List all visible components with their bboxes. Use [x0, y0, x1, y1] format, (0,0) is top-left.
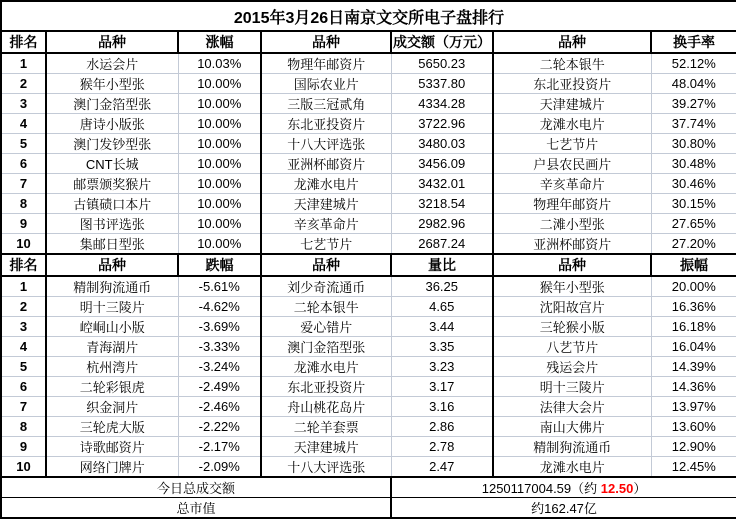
data-cell: 10.00%	[178, 194, 261, 214]
data-cell: 3.17	[391, 377, 493, 397]
data-cell: 龙滩水电片	[493, 114, 651, 134]
data-cell: 澳门金箔型张	[46, 94, 178, 114]
data-cell: 十八大评选张	[261, 134, 391, 154]
data-cell: -5.61%	[178, 276, 261, 297]
rank-cell: 6	[1, 377, 46, 397]
data-cell: 12.45%	[651, 457, 736, 478]
market-cap-label: 总市值	[1, 498, 391, 519]
data-cell: 亚洲杯邮资片	[261, 154, 391, 174]
table-row	[1, 134, 736, 154]
data-cell: 12.90%	[651, 437, 736, 457]
column-header: 振幅	[651, 254, 736, 276]
data-cell: 16.36%	[651, 297, 736, 317]
data-cell: -2.49%	[178, 377, 261, 397]
rank-cell: 5	[1, 134, 46, 154]
data-cell: 织金洞片	[46, 397, 178, 417]
column-header: 成交额（万元）	[391, 31, 493, 53]
losers-section	[1, 254, 736, 477]
data-cell: 明十三陵片	[493, 377, 651, 397]
column-header: 涨幅	[178, 31, 261, 53]
data-cell: 3480.03	[391, 134, 493, 154]
data-cell: 龙滩水电片	[493, 457, 651, 478]
column-header: 品种	[261, 254, 391, 276]
column-header: 换手率	[651, 31, 736, 53]
data-cell: 东北亚投资片	[261, 377, 391, 397]
rank-cell: 5	[1, 357, 46, 377]
data-cell: 天津建城片	[493, 94, 651, 114]
data-cell: 4334.28	[391, 94, 493, 114]
data-cell: 10.03%	[178, 53, 261, 74]
data-cell: 3.16	[391, 397, 493, 417]
data-cell: 杭州湾片	[46, 357, 178, 377]
data-cell: 网络门牌片	[46, 457, 178, 478]
data-cell: 2982.96	[391, 214, 493, 234]
data-cell: 二轮羊套票	[261, 417, 391, 437]
table-row	[1, 297, 736, 317]
data-cell: 十八大评选张	[261, 457, 391, 478]
data-cell: 2687.24	[391, 234, 493, 255]
rank-cell: 3	[1, 94, 46, 114]
data-cell: 二轮本银牛	[261, 297, 391, 317]
rank-cell: 3	[1, 317, 46, 337]
data-cell: 52.12%	[651, 53, 736, 74]
total-turnover-label: 今日总成交额	[1, 477, 391, 498]
data-cell: 3456.09	[391, 154, 493, 174]
data-cell: CNT长城	[46, 154, 178, 174]
data-cell: 2.47	[391, 457, 493, 478]
data-cell: 辛亥革命片	[261, 214, 391, 234]
data-cell: 猴年小型张	[493, 276, 651, 297]
data-cell: 10.00%	[178, 214, 261, 234]
data-cell: 二轮彩银虎	[46, 377, 178, 397]
column-header: 排名	[1, 31, 46, 53]
rank-cell: 8	[1, 417, 46, 437]
data-cell: -2.17%	[178, 437, 261, 457]
data-cell: 七艺节片	[493, 134, 651, 154]
data-cell: 14.39%	[651, 357, 736, 377]
rank-cell: 6	[1, 154, 46, 174]
data-cell: 20.00%	[651, 276, 736, 297]
data-cell: 4.65	[391, 297, 493, 317]
data-cell: 爱心错片	[261, 317, 391, 337]
rank-cell: 10	[1, 457, 46, 478]
data-cell: 刘少奇流通币	[261, 276, 391, 297]
data-cell: 13.60%	[651, 417, 736, 437]
data-cell: 30.48%	[651, 154, 736, 174]
table-row	[1, 397, 736, 417]
data-cell: 沈阳故宫片	[493, 297, 651, 317]
rank-cell: 2	[1, 74, 46, 94]
rank-cell: 9	[1, 214, 46, 234]
data-cell: 2.86	[391, 417, 493, 437]
data-cell: 27.65%	[651, 214, 736, 234]
turnover-prefix: 1250117004.59（约	[481, 481, 601, 496]
data-cell: 物理年邮资片	[493, 194, 651, 214]
table-row	[1, 317, 736, 337]
table-row	[1, 94, 736, 114]
data-cell: 东北亚投资片	[261, 114, 391, 134]
data-cell: 唐诗小版张	[46, 114, 178, 134]
data-cell: 10.00%	[178, 114, 261, 134]
data-cell: 48.04%	[651, 74, 736, 94]
column-header: 品种	[493, 254, 651, 276]
page-title: 2015年3月26日南京文交所电子盘排行	[1, 1, 736, 31]
data-cell: -3.24%	[178, 357, 261, 377]
total-turnover-value	[391, 477, 736, 498]
data-cell: 天津建城片	[261, 194, 391, 214]
column-header: 品种	[46, 31, 178, 53]
table-row	[1, 194, 736, 214]
data-cell: 亚洲杯邮资片	[493, 234, 651, 255]
turnover-highlight: 12.50	[600, 481, 634, 496]
data-cell: 精制狗流通币	[493, 437, 651, 457]
data-cell: 猴年小型张	[46, 74, 178, 94]
data-cell: 崆峒山小版	[46, 317, 178, 337]
data-cell: 澳门金箔型张	[261, 337, 391, 357]
data-cell: -2.09%	[178, 457, 261, 478]
data-cell: 国际农业片	[261, 74, 391, 94]
data-cell: 法律大会片	[493, 397, 651, 417]
data-cell: 古镇碛口本片	[46, 194, 178, 214]
data-cell: -2.22%	[178, 417, 261, 437]
data-cell: 南山大佛片	[493, 417, 651, 437]
data-cell: 精制狗流通币	[46, 276, 178, 297]
rank-cell: 4	[1, 114, 46, 134]
total-turnover-row	[1, 477, 736, 498]
data-cell: 集邮日型张	[46, 234, 178, 255]
table-row	[1, 53, 736, 74]
data-cell: 13.97%	[651, 397, 736, 417]
data-cell: 二滩小型张	[493, 214, 651, 234]
table-row	[1, 114, 736, 134]
data-cell: 16.18%	[651, 317, 736, 337]
data-cell: 八艺节片	[493, 337, 651, 357]
data-cell: 10.00%	[178, 94, 261, 114]
data-cell: 图书评选张	[46, 214, 178, 234]
data-cell: 残运会片	[493, 357, 651, 377]
data-cell: 诗歌邮资片	[46, 437, 178, 457]
data-cell: 10.00%	[178, 134, 261, 154]
column-header: 量比	[391, 254, 493, 276]
data-cell: 30.15%	[651, 194, 736, 214]
data-cell: 10.00%	[178, 74, 261, 94]
table-row	[1, 377, 736, 397]
data-cell: 5337.80	[391, 74, 493, 94]
table-row	[1, 357, 736, 377]
table-row	[1, 74, 736, 94]
data-cell: 10.00%	[178, 234, 261, 255]
data-cell: 澳门发钞型张	[46, 134, 178, 154]
rank-cell: 1	[1, 53, 46, 74]
data-cell: 物理年邮资片	[261, 53, 391, 74]
data-cell: 39.27%	[651, 94, 736, 114]
data-cell: 30.46%	[651, 174, 736, 194]
rank-cell: 7	[1, 397, 46, 417]
data-cell: 青海湖片	[46, 337, 178, 357]
data-cell: 东北亚投资片	[493, 74, 651, 94]
data-cell: 三轮猴小版	[493, 317, 651, 337]
rank-cell: 2	[1, 297, 46, 317]
data-cell: -3.33%	[178, 337, 261, 357]
column-header: 品种	[493, 31, 651, 53]
column-header: 品种	[261, 31, 391, 53]
table-row	[1, 337, 736, 357]
market-cap-value: 约162.47亿	[391, 498, 736, 519]
data-cell: 10.00%	[178, 154, 261, 174]
data-cell: 舟山桃花岛片	[261, 397, 391, 417]
data-cell: 3722.96	[391, 114, 493, 134]
table-row	[1, 174, 736, 194]
data-cell: 七艺节片	[261, 234, 391, 255]
data-cell: 天津建城片	[261, 437, 391, 457]
data-cell: 37.74%	[651, 114, 736, 134]
table-row	[1, 154, 736, 174]
column-header: 跌幅	[178, 254, 261, 276]
table-row	[1, 234, 736, 255]
table-row	[1, 276, 736, 297]
data-cell: 30.80%	[651, 134, 736, 154]
data-cell: 邮票颁奖猴片	[46, 174, 178, 194]
rank-cell: 1	[1, 276, 46, 297]
column-header: 排名	[1, 254, 46, 276]
rank-cell: 4	[1, 337, 46, 357]
data-cell: 14.36%	[651, 377, 736, 397]
column-header: 品种	[46, 254, 178, 276]
rank-cell: 9	[1, 437, 46, 457]
data-cell: 3432.01	[391, 174, 493, 194]
data-cell: 3.44	[391, 317, 493, 337]
data-cell: -3.69%	[178, 317, 261, 337]
table-row	[1, 417, 736, 437]
data-cell: 三轮虎大版	[46, 417, 178, 437]
data-cell: 5650.23	[391, 53, 493, 74]
gainers-section	[1, 31, 736, 254]
data-cell: 2.78	[391, 437, 493, 457]
rank-cell: 7	[1, 174, 46, 194]
data-cell: 3.35	[391, 337, 493, 357]
data-cell: 10.00%	[178, 174, 261, 194]
data-cell: 龙滩水电片	[261, 357, 391, 377]
market-cap-row	[1, 498, 736, 519]
table-row	[1, 214, 736, 234]
rank-cell: 10	[1, 234, 46, 255]
data-cell: 27.20%	[651, 234, 736, 255]
data-cell: 36.25	[391, 276, 493, 297]
data-cell: 辛亥革命片	[493, 174, 651, 194]
data-cell: 16.04%	[651, 337, 736, 357]
data-cell: 3218.54	[391, 194, 493, 214]
header-row	[1, 31, 736, 53]
data-cell: -2.46%	[178, 397, 261, 417]
data-cell: 龙滩水电片	[261, 174, 391, 194]
data-cell: -4.62%	[178, 297, 261, 317]
table-row	[1, 457, 736, 478]
title-row	[1, 1, 736, 31]
data-cell: 水运会片	[46, 53, 178, 74]
data-cell: 明十三陵片	[46, 297, 178, 317]
data-cell: 户县农民画片	[493, 154, 651, 174]
data-cell: 三版三冠贰角	[261, 94, 391, 114]
data-cell: 二轮本银牛	[493, 53, 651, 74]
data-cell: 3.23	[391, 357, 493, 377]
turnover-suffix: ）	[633, 481, 647, 496]
table-row	[1, 437, 736, 457]
rank-cell: 8	[1, 194, 46, 214]
header-row	[1, 254, 736, 276]
